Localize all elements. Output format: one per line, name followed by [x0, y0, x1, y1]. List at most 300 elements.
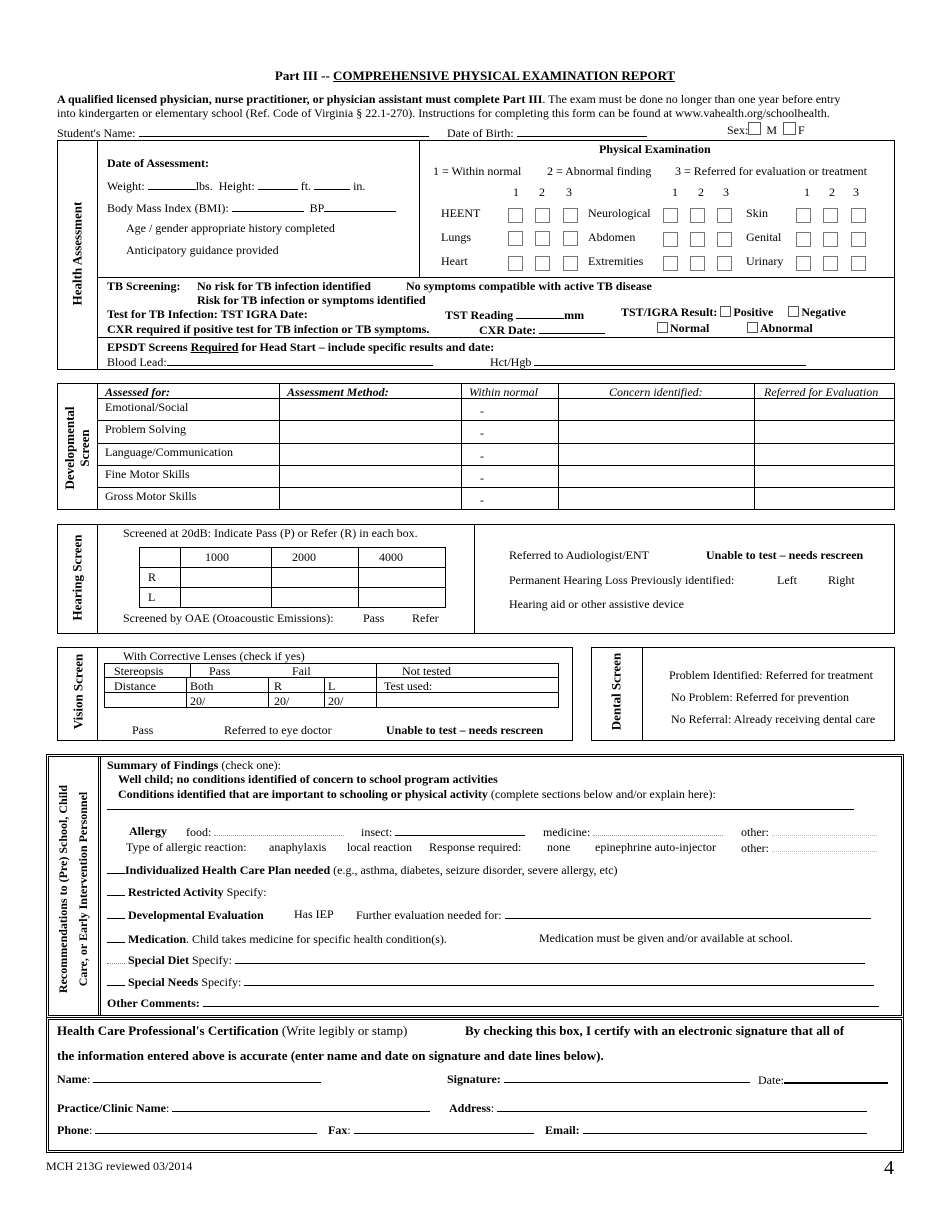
intro-line-2: into kindergarten or elementary school (Ref. Code of Virginia § 22.1-270). Instructions for completing this form can be found at www.vahealth.org/schoolhealth.: [57, 106, 830, 120]
vision-unable-option[interactable]: Unable to test – needs rescreen: [386, 723, 544, 737]
cert-date-label: Date:: [758, 1073, 784, 1087]
certification-title-bold: Health Care Professional's Certification: [57, 1023, 279, 1038]
tst-negative-checkbox[interactable]: [788, 306, 799, 317]
weight-field[interactable]: [148, 178, 196, 190]
cxr-required-text: CXR required if positive test for TB infection or TB symptoms.: [107, 322, 430, 336]
height-label: Height:: [218, 179, 255, 193]
sex-f-label: F: [798, 123, 805, 137]
allergy-food-field[interactable]: [214, 824, 344, 836]
title-prefix: Part III --: [274, 68, 334, 83]
exam-neurological-label: Neurological: [588, 206, 651, 220]
page-title: [0, 68, 950, 84]
has-iep-option[interactable]: Has IEP: [294, 907, 334, 921]
allergy-food: [186, 824, 344, 840]
oae-pass-option[interactable]: Pass: [363, 611, 385, 625]
hct-row: [490, 354, 806, 370]
distance-r-label: R: [274, 679, 283, 693]
skin-3-checkbox[interactable]: [851, 208, 866, 223]
stereopsis-fail[interactable]: Fail: [292, 664, 311, 678]
hearing-l-1000-cell[interactable]: [181, 588, 272, 608]
blood-lead-label: Blood Lead:: [107, 355, 167, 369]
cert-signature-field[interactable]: [504, 1071, 750, 1083]
sex-m-checkbox[interactable]: [748, 122, 761, 135]
cxr-normal-checkbox[interactable]: [657, 322, 668, 333]
sex-label: Sex:: [727, 123, 749, 137]
allergy-medicine-label: medicine:: [543, 825, 591, 839]
medication-rest: . Child takes medicine for specific health condition(s).: [186, 932, 447, 946]
conditions-explain-line[interactable]: [107, 809, 854, 810]
exam-skin-label: Skin: [746, 206, 769, 220]
exam-genital-label: Genital: [746, 230, 782, 244]
tb-test-label: Test for TB Infection: TST IGRA Date:: [107, 307, 308, 321]
allergy-insect-field[interactable]: [395, 824, 525, 836]
hearing-mid-divider: [474, 524, 475, 634]
cxr-abnormal-label: Abnormal: [760, 321, 813, 335]
hearing-instruction: Screened at 20dB: Indicate Pass (P) or Refer (R) in each box.: [123, 526, 418, 540]
cert-date-field[interactable]: [784, 1071, 888, 1084]
bmi-bp-row: [107, 200, 396, 216]
exam-lungs-label: Lungs: [441, 230, 471, 244]
special-diet-check-line[interactable]: [107, 952, 125, 964]
further-eval-row: [356, 907, 871, 923]
cert-signature-label: Signature:: [447, 1072, 501, 1086]
corrective-lenses-option[interactable]: With Corrective Lenses (check if yes): [123, 649, 305, 663]
cxr-date-row: [479, 322, 605, 338]
exam-abdomen-label: Abdomen: [588, 230, 636, 244]
cert-name-row: Name:: [57, 1071, 321, 1087]
date-of-assessment-label: Date of Assessment:: [107, 156, 209, 170]
distance-both-value[interactable]: 20/: [190, 694, 206, 708]
blood-lead-row: [107, 354, 433, 370]
oae-refer-option[interactable]: Refer: [412, 611, 439, 625]
cert-practice-label: Practice/Clinic Name: [57, 1101, 166, 1115]
cxr-abnormal-checkbox[interactable]: [747, 322, 758, 333]
well-child-option[interactable]: Well child; no conditions identified of concern to school program activities: [118, 772, 498, 786]
vision-pass-option[interactable]: Pass: [132, 723, 154, 737]
dev-row-within[interactable]: -: [480, 449, 484, 463]
dev-side-divider: [97, 383, 98, 510]
sex-f-checkbox[interactable]: [783, 122, 796, 135]
health-mid-divider: [419, 140, 420, 278]
allergy-insect: [361, 824, 525, 840]
vision-grid-col-divider: [268, 677, 269, 708]
permanent-loss-right[interactable]: Right: [828, 573, 855, 587]
stereopsis-label: Stereopsis: [114, 664, 164, 678]
cert-address-label: Address: [449, 1101, 491, 1115]
vision-grid-col-divider: [186, 677, 187, 708]
skin-1-checkbox[interactable]: [796, 208, 811, 223]
health-tb-divider: [97, 277, 895, 278]
recommendations-side-divider: [98, 757, 101, 1015]
scale-header-1: 1: [513, 185, 519, 199]
mm-label: mm: [564, 308, 585, 322]
neurological-2-checkbox[interactable]: [690, 208, 705, 223]
other-comments-field[interactable]: [203, 995, 879, 1007]
heent-1-checkbox[interactable]: [508, 208, 523, 223]
ihcp-option[interactable]: [107, 862, 618, 878]
hearing-side-divider: [97, 524, 98, 634]
special-needs-field[interactable]: [244, 974, 874, 986]
cert-date-row: [758, 1071, 888, 1088]
medication-bold: Medication: [128, 932, 186, 946]
special-diet-rest: Specify:: [189, 953, 232, 967]
dob-field[interactable]: [517, 125, 647, 137]
extremities-1-checkbox[interactable]: [663, 256, 678, 271]
cxr-date-label: CXR Date:: [479, 323, 536, 337]
dental-no-problem-option[interactable]: No Problem: Referred for prevention: [671, 690, 849, 704]
cert-name-label: Name: [57, 1072, 87, 1086]
restricted-activity-option[interactable]: [107, 884, 267, 900]
scale-header-2: 2: [829, 185, 835, 199]
hearing-grid-corner: [140, 548, 181, 568]
summary-rest: (check one):: [218, 758, 281, 772]
dev-row-label: Problem Solving: [105, 422, 187, 436]
dob-row: [447, 125, 647, 141]
dev-col-divider-3: [558, 383, 559, 510]
intro-rest: . The exam must be done no longer than one year before entry: [542, 92, 841, 106]
height-ft-field[interactable]: [258, 178, 298, 190]
weight-height-row: [107, 178, 365, 194]
dev-row-label: Fine Motor Skills: [105, 467, 190, 481]
vision-grid-col-divider: [190, 663, 191, 677]
medication-option[interactable]: [107, 931, 447, 947]
lbs-label: lbs.: [195, 179, 213, 193]
physical-exam-title: Physical Examination: [599, 142, 711, 156]
exam-heent-label: HEENT: [441, 206, 481, 220]
urinary-3-checkbox[interactable]: [851, 256, 866, 271]
scale-header-3: 3: [853, 185, 859, 199]
scale-header-3: 3: [566, 185, 572, 199]
conditions-option[interactable]: [118, 787, 716, 802]
medication-check-line[interactable]: [107, 931, 125, 943]
scale-header-2: 2: [539, 185, 545, 199]
tst-negative-label: Negative: [801, 305, 847, 319]
cert-address-field[interactable]: [497, 1100, 867, 1112]
hearing-r-2000-cell[interactable]: [272, 568, 359, 588]
dev-row-divider: [97, 443, 895, 444]
cert-fax-row: Fax:: [328, 1122, 534, 1138]
oae-label: Screened by OAE (Otoacoustic Emissions):: [123, 611, 334, 625]
special-needs-option[interactable]: [107, 974, 874, 990]
dev-header-referred: Referred for Evaluation: [764, 385, 879, 399]
hearing-freq-4000: 4000: [359, 548, 446, 568]
dev-eval-option[interactable]: [107, 907, 264, 923]
ihcp-bold: Individualized Health Care Plan needed: [125, 863, 331, 877]
tst-result-row: [621, 305, 846, 320]
age-history-item[interactable]: Age / gender appropriate history completed: [126, 221, 335, 235]
special-needs-check-line[interactable]: [107, 974, 125, 986]
cert-name-field[interactable]: [93, 1071, 321, 1083]
genital-2-checkbox[interactable]: [823, 232, 838, 247]
restricted-rest: Specify:: [223, 885, 267, 899]
heent-2-checkbox[interactable]: [535, 208, 550, 223]
hearing-freq-2000: 2000: [272, 548, 359, 568]
vision-grid-row-divider: [104, 677, 559, 678]
hct-label: Hct/Hgb: [490, 355, 532, 369]
lungs-2-checkbox[interactable]: [535, 231, 550, 246]
bmi-label: Body Mass Index (BMI):: [107, 201, 229, 215]
developmental-screen-text: Developmental Screen: [62, 406, 92, 490]
dev-row-label: Emotional/Social: [105, 400, 189, 414]
dental-no-referral-option[interactable]: No Referral: Already receiving dental care: [671, 712, 876, 726]
heart-1-checkbox[interactable]: [508, 256, 523, 271]
cert-fax-label: Fax: [328, 1123, 348, 1137]
skin-2-checkbox[interactable]: [823, 208, 838, 223]
dev-row-within[interactable]: -: [480, 493, 484, 507]
heent-3-checkbox[interactable]: [563, 208, 578, 223]
stereopsis-not-tested[interactable]: Not tested: [402, 664, 451, 678]
urinary-2-checkbox[interactable]: [823, 256, 838, 271]
dev-row-divider: [97, 487, 895, 488]
allergy-food-label: food:: [186, 825, 212, 839]
tst-reading-field[interactable]: [516, 307, 564, 319]
allergy-other-label: other:: [741, 825, 769, 839]
distance-l-label: L: [328, 679, 336, 693]
test-used-label: Test used:: [384, 679, 433, 693]
hearing-l-2000-cell[interactable]: [272, 588, 359, 608]
hearing-screen-label: Hearing Screen: [69, 534, 85, 621]
cert-fax-field[interactable]: [354, 1122, 534, 1134]
intro-line-1: [57, 92, 840, 107]
dental-problem-option[interactable]: Problem Identified: Referred for treatment: [669, 668, 873, 682]
scale-header-1: 1: [804, 185, 810, 199]
recommendations-label-line-2: Care, or Early Intervention Personnel: [76, 791, 90, 987]
further-eval-field[interactable]: [505, 907, 871, 919]
extremities-2-checkbox[interactable]: [690, 256, 705, 271]
dental-screen-label: Dental Screen: [608, 652, 624, 731]
developmental-screen-label: [62, 388, 92, 508]
medication-given-option[interactable]: Medication must be given and/or available at school.: [539, 931, 793, 945]
restricted-check-line[interactable]: [107, 884, 125, 896]
dev-row-within[interactable]: -: [480, 426, 484, 440]
special-diet-option[interactable]: [107, 952, 865, 968]
bp-label: BP: [309, 201, 325, 215]
legend-referred: 3 = Referred for evaluation or treatment: [675, 164, 868, 178]
extremities-3-checkbox[interactable]: [717, 256, 732, 271]
tst-result-label: TST/IGRA Result:: [621, 305, 718, 319]
vision-side-divider: [97, 647, 98, 741]
cxr-date-field[interactable]: [539, 322, 605, 334]
exam-heart-label: Heart: [441, 254, 468, 268]
response-required-label: Response required:: [429, 840, 522, 854]
cert-practice-field[interactable]: [172, 1100, 430, 1112]
cert-email-label: Email:: [545, 1123, 580, 1137]
dev-header-method: Assessment Method:: [287, 385, 389, 399]
tst-positive-label: Positive: [733, 305, 774, 319]
anticipatory-guidance-item[interactable]: Anticipatory guidance provided: [126, 243, 279, 257]
allergy-other: [741, 824, 877, 840]
reaction-type-label: Type of allergic reaction:: [126, 840, 247, 854]
distance-l-value[interactable]: 20/: [328, 694, 344, 708]
dob-label: Date of Birth:: [447, 126, 514, 140]
epsdt-required: Required: [190, 340, 239, 354]
tb-screening-label: TB Screening:: [107, 279, 181, 293]
dev-col-divider-4: [754, 383, 755, 510]
student-name-label: Student's Name:: [57, 126, 136, 140]
dev-row-divider: [97, 420, 895, 421]
other-comments-row: [107, 995, 879, 1011]
response-epinephrine-option[interactable]: epinephrine auto-injector: [595, 840, 716, 854]
legend-within-normal: 1 = Within normal: [433, 164, 522, 178]
lungs-1-checkbox[interactable]: [508, 231, 523, 246]
certification-title-rest: (Write legibly or stamp): [278, 1023, 408, 1038]
urinary-1-checkbox[interactable]: [796, 256, 811, 271]
vision-grid-col-divider: [376, 663, 377, 708]
recommendations-label-line-1: Recommendations to (Pre) School, Child: [56, 784, 70, 994]
ihcp-check-line[interactable]: [107, 862, 125, 874]
hearing-grid: [139, 547, 446, 608]
cxr-abnormal-row: [747, 321, 813, 336]
dev-row-label: Gross Motor Skills: [105, 489, 197, 503]
bmi-field[interactable]: [232, 200, 304, 212]
special-needs-bold: Special Needs: [128, 975, 199, 989]
hearing-unable-option[interactable]: Unable to test – needs rescreen: [706, 548, 864, 562]
cxr-normal-label: Normal: [670, 321, 710, 335]
distance-label: Distance: [114, 679, 156, 693]
ihcp-rest: (e.g., asthma, diabetes, seizure disorder, severe allergy, etc): [330, 863, 618, 877]
cert-signature-row: [447, 1071, 750, 1087]
permanent-loss-label: Permanent Hearing Loss Previously identified:: [509, 573, 735, 587]
response-other-label: other:: [741, 841, 769, 855]
tst-reading-label: TST Reading: [445, 308, 514, 322]
form-id: MCH 213G reviewed 03/2014: [46, 1159, 193, 1173]
allergy-label[interactable]: Allergy: [129, 824, 167, 838]
dev-header-within: Within normal: [469, 385, 539, 399]
conditions-rest: (complete sections below and/or explain here):: [487, 787, 716, 801]
allergy-row: [129, 824, 167, 839]
reaction-anaphylaxis-option[interactable]: anaphylaxis: [269, 840, 327, 854]
hearing-r-4000-cell[interactable]: [359, 568, 446, 588]
special-needs-rest: Specify:: [198, 975, 242, 989]
vision-screen-label: Vision Screen: [70, 653, 86, 730]
summary-heading: [107, 758, 281, 773]
dev-header-assessed: Assessed for:: [105, 385, 170, 399]
scale-header-3: 3: [723, 185, 729, 199]
audiologist-option[interactable]: Referred to Audiologist/ENT: [509, 548, 649, 562]
title-text: COMPREHENSIVE PHYSICAL EXAMINATION REPORT: [333, 68, 676, 83]
student-name-field[interactable]: [139, 125, 429, 137]
stereopsis-pass[interactable]: Pass: [209, 664, 231, 678]
genital-3-checkbox[interactable]: [851, 232, 866, 247]
scale-header-2: 2: [698, 185, 704, 199]
restricted-bold: Restricted Activity: [128, 885, 224, 899]
ft-label: ft.: [300, 179, 312, 193]
hearing-ear-left: L: [140, 588, 181, 608]
response-none-option[interactable]: none: [547, 840, 571, 854]
neurological-1-checkbox[interactable]: [663, 208, 678, 223]
epsdt-title: [107, 340, 494, 355]
allergy-medicine-field[interactable]: [593, 824, 723, 836]
neurological-3-checkbox[interactable]: [717, 208, 732, 223]
tst-reading-row: [445, 307, 584, 323]
epsdt-title-a: EPSDT Screens: [107, 340, 191, 354]
cert-phone-row: Phone:: [57, 1122, 317, 1138]
tst-positive-checkbox[interactable]: [720, 306, 731, 317]
allergy-insect-label: insect:: [361, 825, 393, 839]
student-name-row: [57, 125, 429, 141]
weight-label: Weight:: [107, 179, 145, 193]
response-other-field[interactable]: [772, 840, 877, 852]
in-label: in.: [353, 179, 366, 193]
hearing-l-4000-cell[interactable]: [359, 588, 446, 608]
distance-r-value[interactable]: 20/: [274, 694, 290, 708]
legend-abnormal: 2 = Abnormal finding: [547, 164, 652, 178]
tb-risk-option[interactable]: Risk for TB infection or symptoms identified: [197, 293, 426, 307]
cxr-normal-row: [657, 321, 709, 336]
permanent-loss-left[interactable]: Left: [777, 573, 797, 587]
summary-bold: Summary of Findings: [107, 758, 219, 772]
certification-attest-line-2: the information entered above is accurate (enter name and date on signature and date lines below).: [57, 1048, 604, 1063]
sex-row: [727, 122, 805, 138]
abdomen-2-checkbox[interactable]: [690, 232, 705, 247]
exam-urinary-label: Urinary: [746, 254, 784, 268]
dev-header-concern: Concern identified:: [609, 385, 703, 399]
cert-phone-field[interactable]: [95, 1122, 317, 1134]
height-in-field[interactable]: [314, 178, 350, 190]
exam-extremities-label: Extremities: [588, 254, 644, 268]
cert-email-row: [545, 1122, 867, 1138]
epsdt-title-b: for Head Start – include specific results and date:: [238, 340, 495, 354]
blood-lead-field[interactable]: [167, 354, 433, 366]
dev-col-divider-1: [279, 383, 280, 510]
abdomen-3-checkbox[interactable]: [717, 232, 732, 247]
tb-no-risk-option[interactable]: No risk for TB infection identified: [197, 279, 371, 293]
genital-1-checkbox[interactable]: [796, 232, 811, 247]
bp-field[interactable]: [324, 200, 396, 212]
sex-m-label: M: [766, 123, 778, 137]
health-side-divider: [97, 140, 98, 370]
page-number: 4: [884, 1157, 894, 1179]
conditions-bold: Conditions identified that are important to schooling or physical activity: [118, 787, 488, 801]
hearing-ear-right: R: [140, 568, 181, 588]
abdomen-1-checkbox[interactable]: [663, 232, 678, 247]
other-comments-label: Other Comments:: [107, 996, 200, 1010]
hearing-freq-1000: 1000: [181, 548, 272, 568]
health-assessment-label: Health Assessment: [69, 201, 85, 306]
allergy-medicine: [543, 824, 723, 840]
heart-2-checkbox[interactable]: [535, 256, 550, 271]
certification-attest-line-1[interactable]: By checking this box, I certify with an electronic signature that all of: [465, 1023, 845, 1038]
vision-grid-col-divider: [324, 677, 325, 708]
recommendations-label: [53, 759, 93, 1019]
cert-practice-row: Practice/Clinic Name:: [57, 1100, 430, 1116]
certification-title: [57, 1023, 407, 1039]
lungs-3-checkbox[interactable]: [563, 231, 578, 246]
dental-side-divider: [642, 647, 643, 741]
dev-col-divider-2: [461, 383, 462, 510]
reaction-local-option[interactable]: local reaction: [347, 840, 412, 854]
dev-row-within[interactable]: -: [480, 404, 484, 418]
eye-doctor-option[interactable]: Referred to eye doctor: [224, 723, 332, 737]
special-diet-field[interactable]: [235, 952, 865, 964]
hearing-aid-option[interactable]: Hearing aid or other assistive device: [509, 597, 684, 611]
dev-eval-label: Developmental Evaluation: [128, 908, 264, 922]
special-diet-bold: Special Diet: [128, 953, 189, 967]
allergy-other-field[interactable]: [772, 824, 877, 836]
dev-eval-check-line[interactable]: [107, 907, 125, 919]
cert-phone-label: Phone: [57, 1123, 90, 1137]
intro-bold: A qualified licensed physician, nurse practitioner, or physician assistant must complete Part III: [57, 92, 543, 106]
cert-email-field[interactable]: [583, 1122, 867, 1134]
hearing-r-1000-cell[interactable]: [181, 568, 272, 588]
tb-no-symptoms-option[interactable]: No symptoms compatible with active TB disease: [406, 279, 652, 293]
heart-3-checkbox[interactable]: [563, 256, 578, 271]
distance-both-label: Both: [190, 679, 214, 693]
dev-row-label: Language/Communication: [105, 445, 233, 459]
dev-row-within[interactable]: -: [480, 471, 484, 485]
hct-field[interactable]: [534, 354, 806, 366]
response-other: [741, 840, 877, 856]
